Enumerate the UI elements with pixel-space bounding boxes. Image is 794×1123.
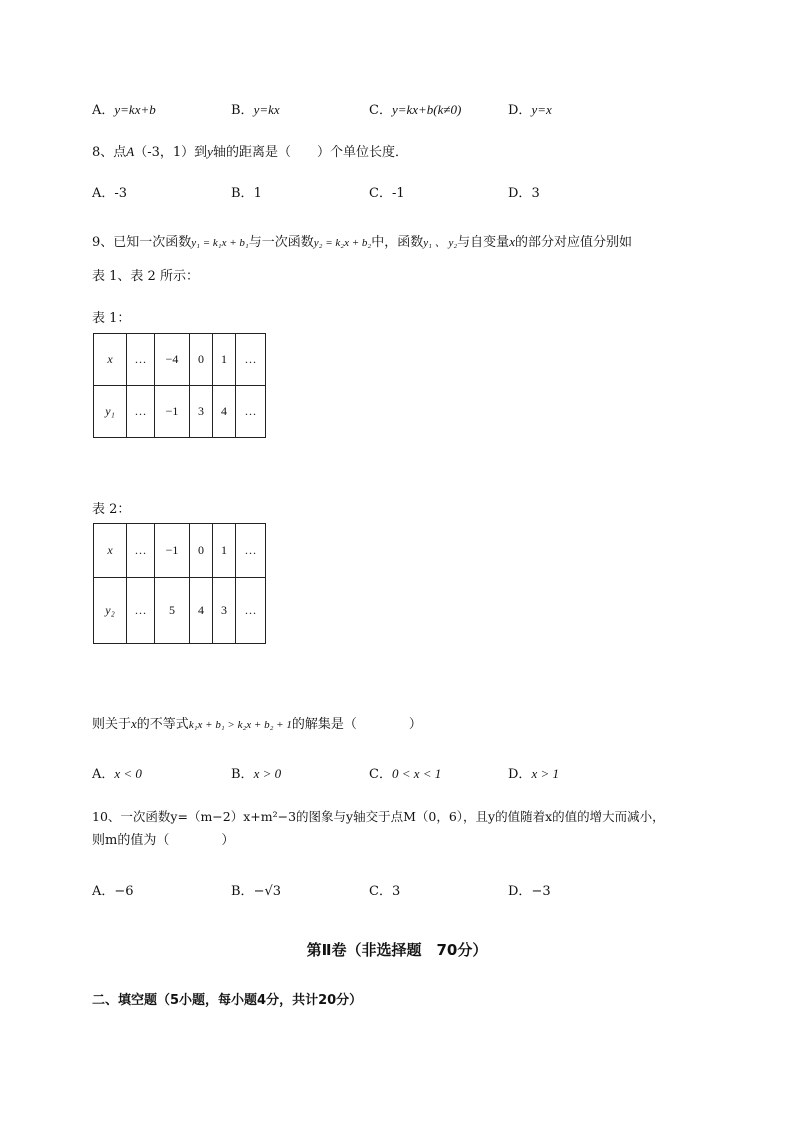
fill-in-heading: 二、填空题（5小题，每小题4分，共计20分） xyxy=(92,993,363,1008)
section2-title: 第Ⅱ卷（非选择题 70分） xyxy=(306,941,488,959)
table1-label: 表 1： xyxy=(92,311,131,326)
table2-cell: −1 xyxy=(155,524,190,578)
q8-option-d: D．3 xyxy=(508,186,540,201)
table1 xyxy=(93,333,266,438)
q10-option-c: C．3 xyxy=(369,884,401,899)
table1-cell: −1 xyxy=(155,386,190,438)
table1-cell: 4 xyxy=(213,386,236,438)
q7-option-b: B．y=kx xyxy=(231,102,280,118)
q10-stem-line1: 10、一次函数y=（m−2）x+m²−3的图象与y轴交于点M（0，6），且y的值随着x的值的增大而减小， xyxy=(92,809,665,824)
q10-stem-line2: 则m的值为（ ） xyxy=(92,833,235,848)
table1-cell: 0 xyxy=(190,334,213,386)
table1-cell: 1 xyxy=(213,334,236,386)
table2-cell: … xyxy=(236,578,266,644)
table2-cell: 5 xyxy=(155,578,190,644)
q7-option-d: D．y=x xyxy=(508,102,552,118)
q8-option-a: A．-3 xyxy=(92,186,128,201)
q10-option-a: A．−6 xyxy=(92,884,134,899)
table2-cell: 0 xyxy=(190,524,213,578)
table2-cell: 3 xyxy=(213,578,236,644)
q7-option-a: A．y=kx+b xyxy=(92,102,156,118)
q9-question: 则关于x的不等式k₁x + b₁ > k₂x + b₂ + 1的解集是（ ） xyxy=(92,716,422,732)
q9-option-c: C．0 < x < 1 xyxy=(369,766,442,782)
table2-label: 表 2： xyxy=(92,502,131,517)
q9-option-d: D．x > 1 xyxy=(508,766,559,782)
table2-cell: … xyxy=(236,524,266,578)
table1-cell: 3 xyxy=(190,386,213,438)
q10-option-d: D．−3 xyxy=(508,884,551,899)
table1-cell: y₁ xyxy=(105,404,115,418)
q8-option-b: B．1 xyxy=(231,186,262,201)
q9-option-b: B．x > 0 xyxy=(231,766,282,782)
q9-option-a: A．x < 0 xyxy=(92,766,142,782)
table1-cell: … xyxy=(127,334,155,386)
table2-cell: … xyxy=(127,578,155,644)
table2-cell: … xyxy=(127,524,155,578)
table1-cell: −4 xyxy=(155,334,190,386)
table1-cell: x xyxy=(107,352,113,366)
table1-cell: … xyxy=(127,386,155,438)
table2 xyxy=(93,523,266,644)
q8-option-c: C．-1 xyxy=(369,186,405,201)
q7-option-c: C．y=kx+b(k≠0) xyxy=(369,102,462,118)
q9-stem-line1: 9、已知一次函数y₁ = k₁x + b₁与一次函数y₂ = k₂x + b₂中，函数y₁ 、 y₂与自变量x的部分对应值分别如 xyxy=(92,234,632,250)
q10-option-b: B．−√3 xyxy=(231,884,282,899)
table1-cell: … xyxy=(236,386,266,438)
table2-cell: 1 xyxy=(213,524,236,578)
table2-cell: y₂ xyxy=(105,603,115,617)
table1-cell: … xyxy=(236,334,266,386)
q9-stem-line2: 表 1、表 2 所示： xyxy=(92,269,199,284)
table2-cell: x xyxy=(107,543,113,557)
table2-cell: 4 xyxy=(190,578,213,644)
q8-stem: 8、点A（-3，1）到y轴的距离是（ ）个单位长度． xyxy=(92,144,408,160)
